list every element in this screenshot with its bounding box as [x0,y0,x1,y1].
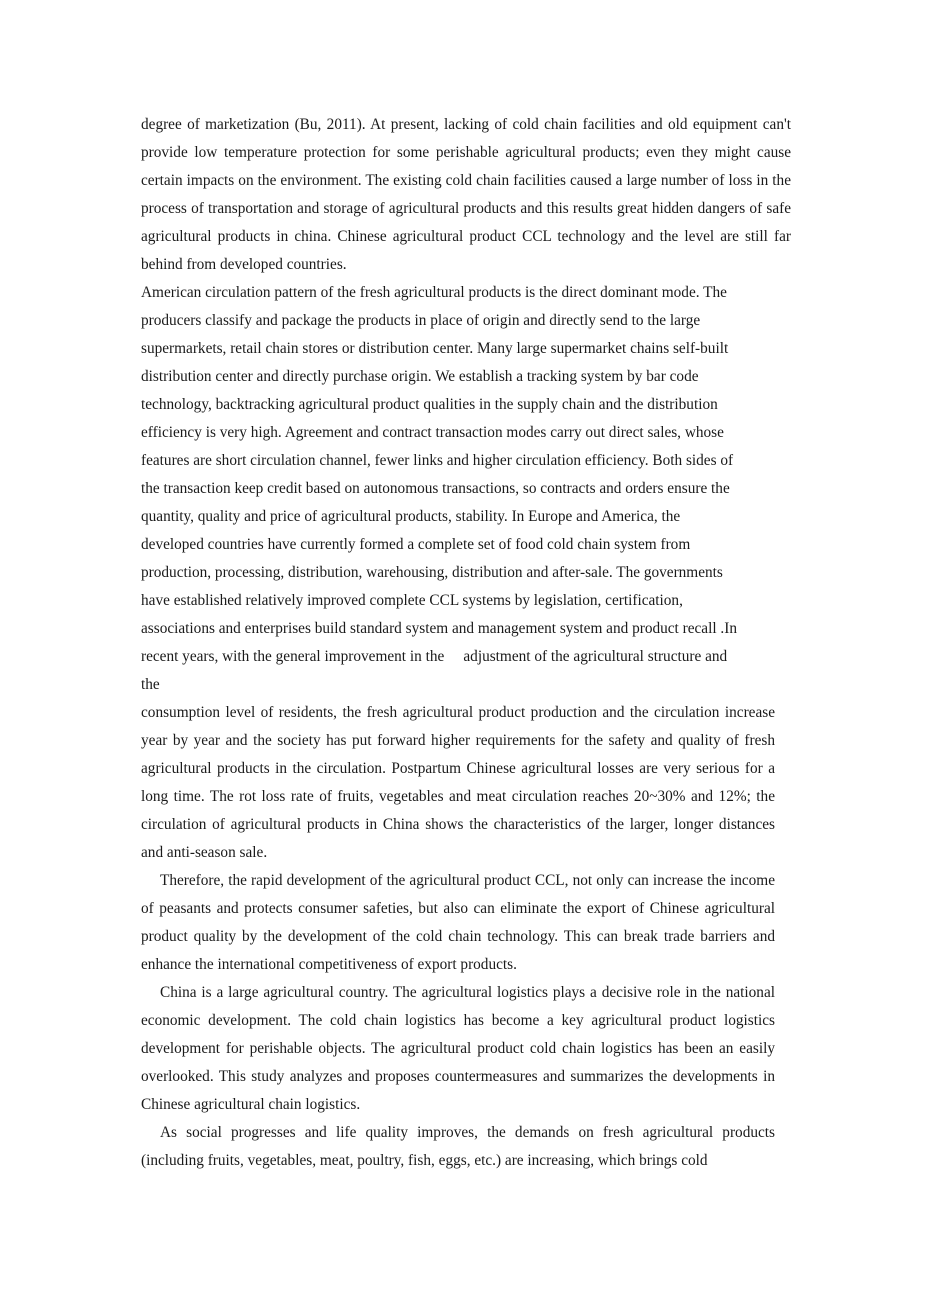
text-line: developed countries have currently formed a complete set of food cold chain system from [141,536,691,553]
text-line: technology, backtracking agricultural product qualities in the supply chain and the distribution [141,396,718,413]
text-line: distribution center and directly purchase origin. We establish a tracking system by bar code [141,368,699,385]
text-line: the transaction keep credit based on autonomous transactions, so contracts and orders ensure the [141,480,730,497]
text-line: producers classify and package the products in place of origin and directly send to the large [141,312,701,329]
text-line: American circulation pattern of the fresh agricultural products is the direct dominant mode. The [141,284,727,301]
paragraph-agricultural-country: China is a large agricultural country. The agricultural logistics plays a decisive role in the national economic development. The cold chain logistics has become a key agricultural product logistics development for perishable objects. The agricultural product cold chain logistics has been an easily overlooked. This study analyzes and proposes countermeasures and summarizes the developments in Chinese agricultural chain logistics. [141,984,775,1113]
text-line: quantity, quality and price of agricultural products, stability. In Europe and America, the [141,508,681,525]
text-line: supermarkets, retail chain stores or distribution center. Many large supermarket chains self-built [141,340,729,357]
text-line: have established relatively improved complete CCL systems by legislation, certification, [141,592,683,609]
document-page [141,111,791,1175]
text-line: recent years, with the general improvement in the adjustment of the agricultural structure and [141,648,728,665]
paragraph-cold-chain-facilities: degree of marketization (Bu, 2011). At present, lacking of cold chain facilities and old equipment can't provide low temperature protection for some perishable agricultural products; even they might cause certain impacts on the environment. The existing cold chain facilities caused a large number of loss in the process of transportation and storage of agricultural products and this results great hidden dangers of safe agricultural products in china. Chinese agricultural product CCL technology and the level are still far behind from developed countries. [141,116,791,273]
text-line: features are short circulation channel, fewer links and higher circulation efficiency. Both sides of [141,452,734,469]
paragraph-consumption-level: consumption level of residents, the fresh agricultural product production and the circulation increase year by year and the society has put forward higher requirements for the safety and quality of fresh agricultural products in the circulation. Postpartum Chinese agricultural losses are very serious for a long time. The rot loss rate of fruits, vegetables and meat circulation reaches 20~30% and 12%; the circulation of agricultural products in China shows the characteristics of the larger, longer distances and anti-season sale. [141,704,775,861]
paragraph-rapid-development: Therefore, the rapid development of the agricultural product CCL, not only can increase the income of peasants and protects consumer safeties, but also can eliminate the export of Chinese agricultural product quality by the development of the cold chain technology. This can break trade barriers and enhance the international competitiveness of export products. [141,872,775,973]
text-line: efficiency is very high. Agreement and contract transaction modes carry out direct sales, whose [141,424,724,441]
paragraph-social-progress: As social progresses and life quality improves, the demands on fresh agricultural products (including fruits, vegetables, meat, poultry, fish, eggs, etc.) are increasing, which brings cold [141,1124,775,1169]
paragraph-american-circulation [141,279,791,699]
text-line: production, processing, distribution, warehousing, distribution and after-sale. The governments [141,564,723,581]
text-line: the [141,676,160,693]
text-line: associations and enterprises build standard system and management system and product recall .In [141,620,737,637]
